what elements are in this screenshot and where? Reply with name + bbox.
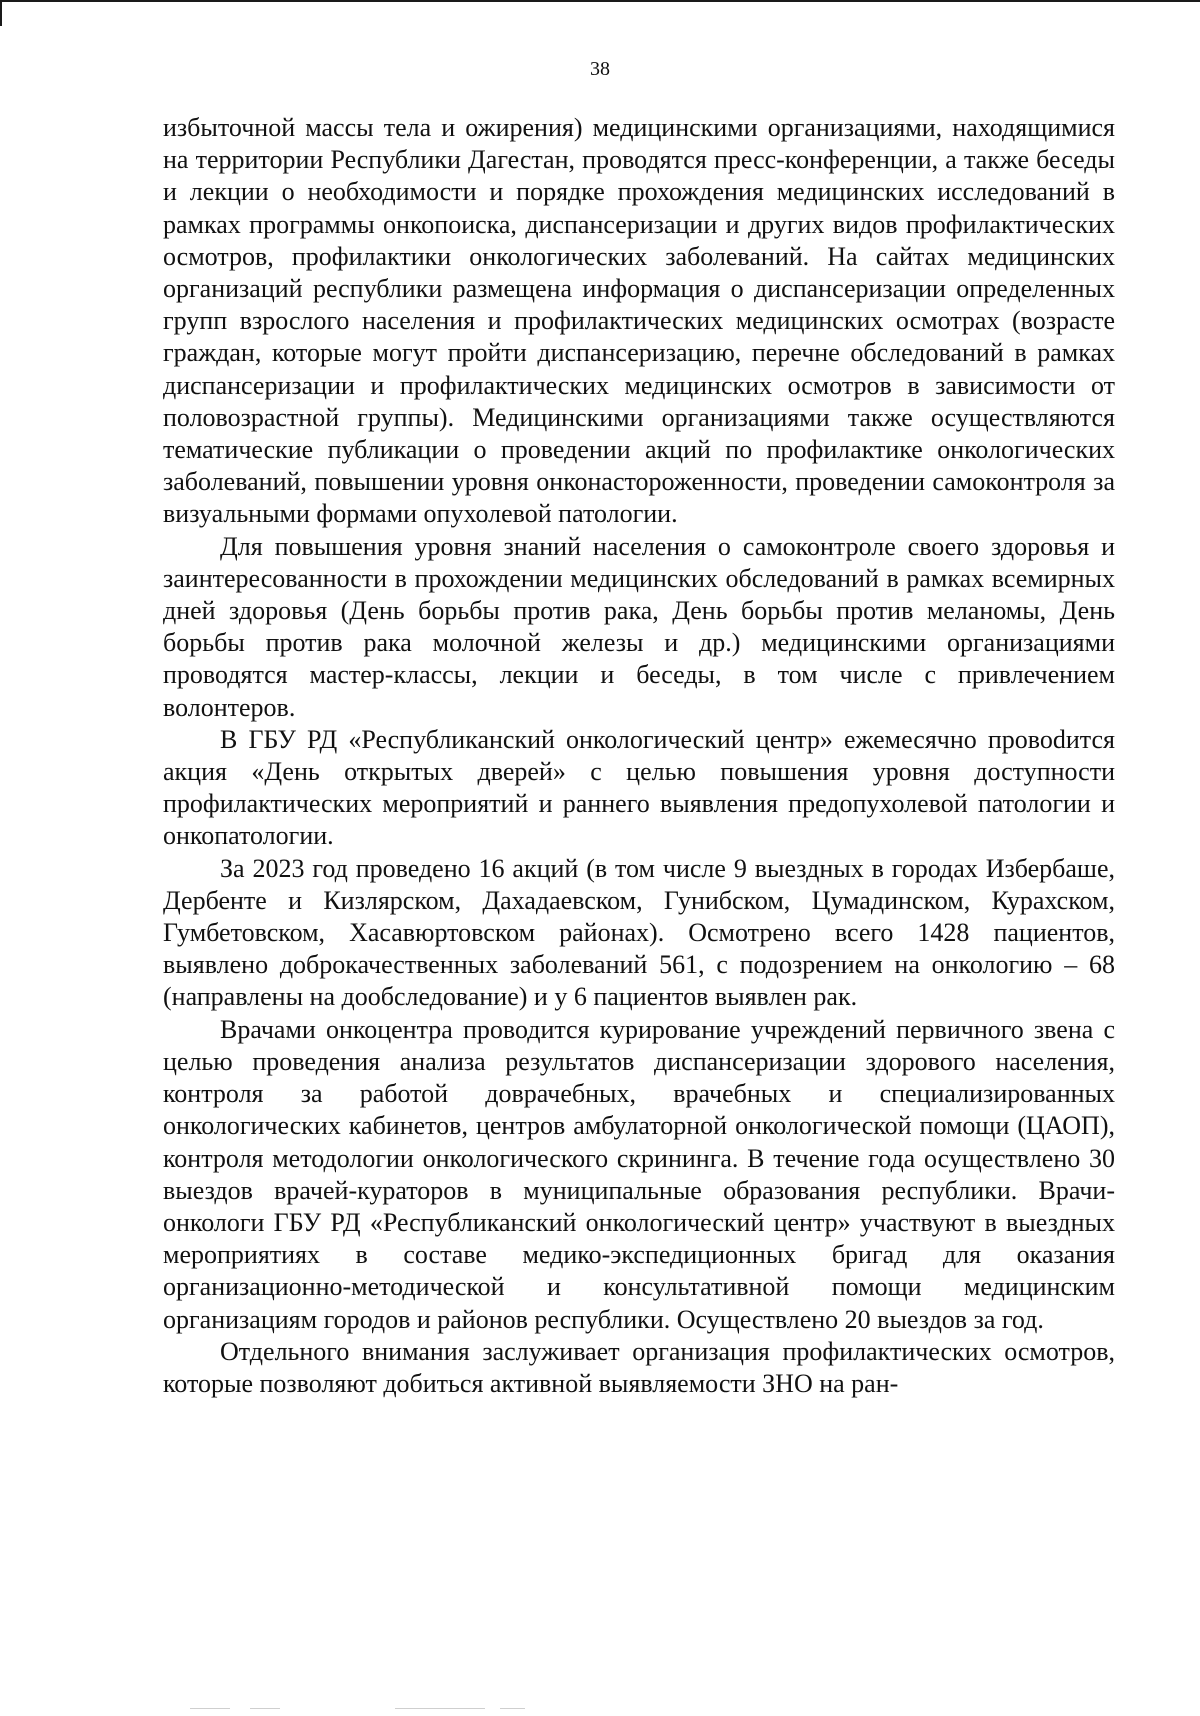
scan-edge-top xyxy=(0,0,1200,2)
scan-artifact xyxy=(395,1708,485,1709)
paragraph-3: В ГБУ РД «Республиканский онкологический центр» ежемесячно провоdится акция «День открытых дверей» с целью повышения уровня доступности профилактических мероприятий и раннего выявления предопухолевой патологии и онкопатологии. xyxy=(163,724,1115,851)
paragraph-6: Отдельного внимания заслуживает организация профилактических осмотров, которые позволяют добиться активной выявляемости ЗНО на ран- xyxy=(163,1336,1115,1398)
scan-edge-left xyxy=(0,0,2,26)
scan-artifact xyxy=(190,1708,230,1709)
document-body xyxy=(163,112,1115,1400)
scan-artifact xyxy=(250,1708,280,1709)
scan-bottom-artifacts xyxy=(0,1706,1200,1716)
scan-artifact xyxy=(500,1708,525,1709)
paragraph-4: За 2023 год проведено 16 акций (в том числе 9 выездных в городах Избербаше, Дербенте и Кизлярском, Дахадаевском, Гунибском, Цумадинском, Курахском, Гумбетовском, Хасавюртовском районах). Осмотрено всего 1428 пациентов, выявлено доброкачественных заболеваний 561, с подозрением на онкологию – 68 (направлены на дообследование) и у 6 пациентов выявлен рак. xyxy=(163,853,1115,1012)
page-number: 38 xyxy=(590,58,610,80)
paragraph-2: Для повышения уровня знаний населения о самоконтроле своего здоровья и заинтересованности в прохождении медицинских обследований в рамках всемирных дней здоровья (День борьбы против рака, День борьбы против меланомы, День борьбы против рака молочной железы и др.) медицинскими организациями проводятся мастер-классы, лекции и беседы, в том числе с привлечением волонтеров. xyxy=(163,531,1115,722)
paragraph-5: Врачами онкоцентра проводится курирование учреждений первичного звена с целью проведения анализа результатов диспансеризации здорового населения, контроля за работой доврачебных, врачебных и специализированных онкологических кабинетов, центров амбулаторной онкологической помощи (ЦАОП), контроля методологии онкологического скрининга. В течение года осуществлено 30 выездов врачей-кураторов в муниципальные образования республики. Врачи-онкологи ГБУ РД «Республиканский онкологический центр» участвуют в выездных мероприятиях в составе медико-экспедиционных бригад для оказания организационно-методической и консультативной помощи медицинским организациям городов и районов республики. Осуществлено 20 выездов за год. xyxy=(163,1014,1115,1334)
paragraph-1: избыточной массы тела и ожирения) медицинскими организациями, находящимися на территории Республики Дагестан, проводятся пресс-конференции, а также беседы и лекции о необходимости и порядке прохождения медицинских исследований в рамках программы онкопоиска, диспансеризации и других видов профилактических осмотров, профилактики онкологических заболеваний. На сайтах медицинских организаций республики размещена информация о диспансеризации определенных групп взрослого населения и профилактических медицинских осмотрах (возрасте граждан, которые могут пройти диспансеризацию, перечне обследований в рамках диспансеризации и профилактических медицинских осмотров в зависимости от половозрастной группы). Медицинскими организациями также осуществляются тематические публикации о проведении акций по профилактике онкологических заболеваний, повышении уровня онконастороженности, проведении самоконтроля за визуальными формами опухолевой патологии. xyxy=(163,113,1115,529)
